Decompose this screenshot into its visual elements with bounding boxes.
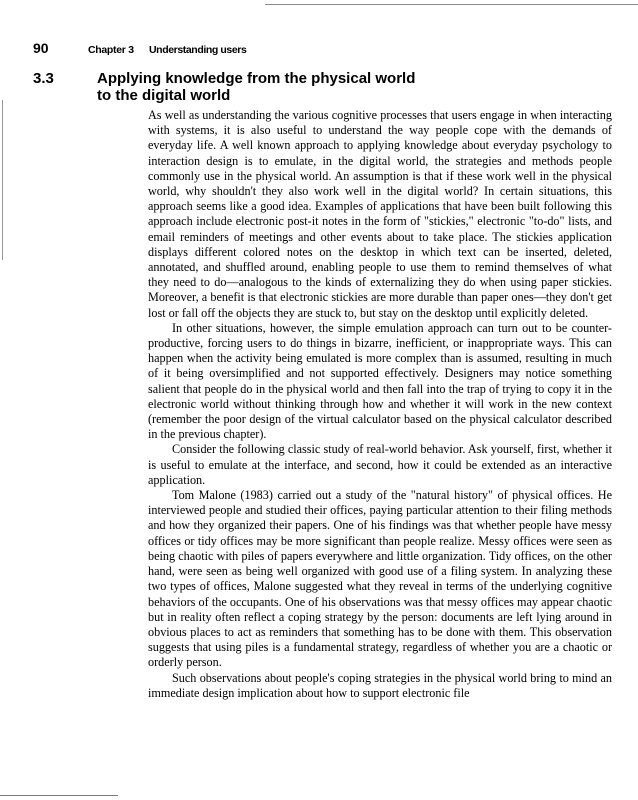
top-rule <box>265 4 638 5</box>
scan-edge-mark <box>2 100 3 260</box>
page-number: 90 <box>33 40 49 56</box>
section-title-line-1: Applying knowledge from the physical world <box>97 70 416 87</box>
section-title-line-2: to the digital world <box>97 87 231 104</box>
body-text <box>148 108 612 701</box>
paragraph: As well as understanding the various cognitive processes that users engage in when interacting with systems, it is also useful to understand the way people cope with the demands of everyday life. A well known approach to applying knowledge about everyday psychology to interaction design is to emulate, in the digital world, the strategies and methods people commonly use in the physical world. An assumption is that if these work well in the physical world, why shouldn't they also work well in the digital world? In certain situations, this approach seems like a good idea. Examples of applications that have been built following this approach include electronic post-it notes in the form of "stickies," electronic "to-do" lists, and email reminders of meetings and other events about to take place. The stickies application displays different colored notes on the desktop in which text can be inserted, deleted, annotated, and shuffled around, enabling people to use them to remind themselves of what they need to do—analogous to the kinds of externalizing they do when using paper stickies. Moreover, a benefit is that electronic stickies are more durable than paper ones—they don't get lost or fall off the objects they are stuck to, but stay on the desktop until explicitly deleted. <box>148 108 612 320</box>
paragraph: Such observations about people's coping strategies in the physical world bring to mind an immediate design implication about how to support electronic file <box>148 670 612 700</box>
section-heading <box>33 70 415 104</box>
running-head <box>33 40 246 56</box>
section-number: 3.3 <box>33 70 54 87</box>
paragraph: Consider the following classic study of real-world behavior. Ask yourself, first, whether it is useful to emulate at the interface, and second, how it could be extended as an interactive application. <box>148 442 612 487</box>
paragraph: Tom Malone (1983) carried out a study of the "natural history" of physical offices. He interviewed people and studied their offices, paying particular attention to their filing methods and how they organized their papers. One of his findings was that whether people have messy offices or tidy offices may be more significant than people realize. Messy offices were seen as being chaotic with piles of papers everywhere and little organization. Tidy offices, on the other hand, were seen as being well organized with good use of a filing system. In analyzing these two types of offices, Malone suggested what they reveal in terms of the underlying cognitive behaviors of the occupants. One of his observations was that messy offices may appear chaotic but in reality often reflect a coping strategy by the person: documents are left lying around in obvious places to act as reminders that something has to be done with them. This observation suggests that using piles is a fundamental strategy, regardless of whether you are a chaotic or orderly person. <box>148 488 612 670</box>
paragraph: In other situations, however, the simple emulation approach can turn out to be counter-productive, forcing users to do things in bizarre, inefficient, or inappropriate ways. This can happen when the activity being emulated is more complex than is assumed, resulting in much of it being oversimplified and not supported effectively. Designers may notice something salient that people do in the physical world and then fall into the trap of trying to copy it in the electronic world without thinking through how and whether it will work in the new context (remember the poor design of the virtual calculator based on the physical calculator described in the previous chapter). <box>148 320 612 442</box>
bottom-rule <box>0 795 118 796</box>
chapter-title: Understanding users <box>149 44 247 56</box>
chapter-label: Chapter 3 <box>88 44 134 56</box>
